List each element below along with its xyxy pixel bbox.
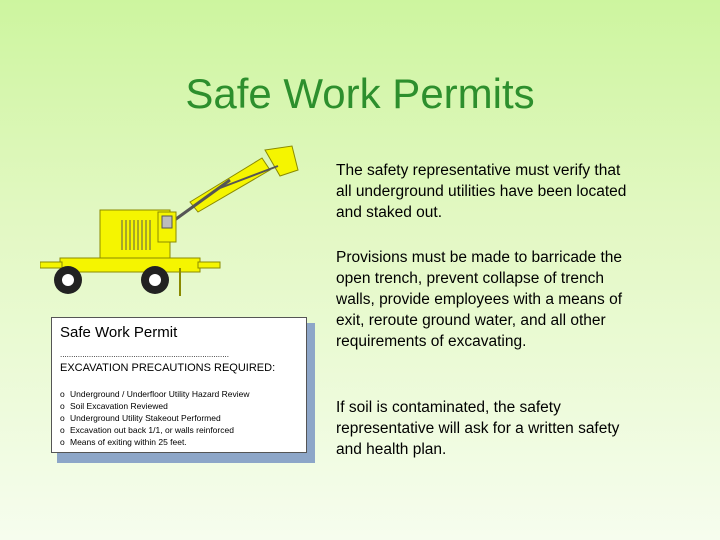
permit-checklist xyxy=(60,388,298,448)
paragraph-contaminated-soil: If soil is contaminated, the safety representative will ask for a written safety and health plan. xyxy=(336,399,620,458)
slide-title: Safe Work Permits xyxy=(185,70,535,117)
paragraph-provisions: Provisions must be made to barricade the open trench, prevent collapse of trench walls, provide employees with a means of exit, reroute ground water, and all other requirements of excavating. xyxy=(336,249,623,350)
bullet-icon: o xyxy=(60,437,65,447)
list-item: o Underground Utility Stakeout Performed xyxy=(60,413,221,423)
list-item: o Means of exiting within 25 feet. xyxy=(60,437,187,447)
permit-heading: EXCAVATION PRECAUTIONS REQUIRED: xyxy=(60,362,276,374)
permit-title: Safe Work Permit xyxy=(60,324,178,341)
bullet-icon: o xyxy=(60,401,65,411)
paragraph-utilities: The safety representative must verify that all underground utilities have been located and staked out. xyxy=(336,162,627,221)
bullet-icon: o xyxy=(60,425,65,435)
excavator-illustration xyxy=(40,140,320,300)
list-item: o Excavation out back 1/1, or walls reinforced xyxy=(60,425,234,435)
bullet-icon: o xyxy=(60,413,65,423)
bullet-icon: o xyxy=(60,389,65,399)
permit-dotted-line: ............................................................................ xyxy=(60,350,229,359)
permit-card xyxy=(51,317,307,453)
list-item: o Underground / Underfloor Utility Hazard Review xyxy=(60,389,250,399)
list-item: o Soil Excavation Reviewed xyxy=(60,401,168,411)
